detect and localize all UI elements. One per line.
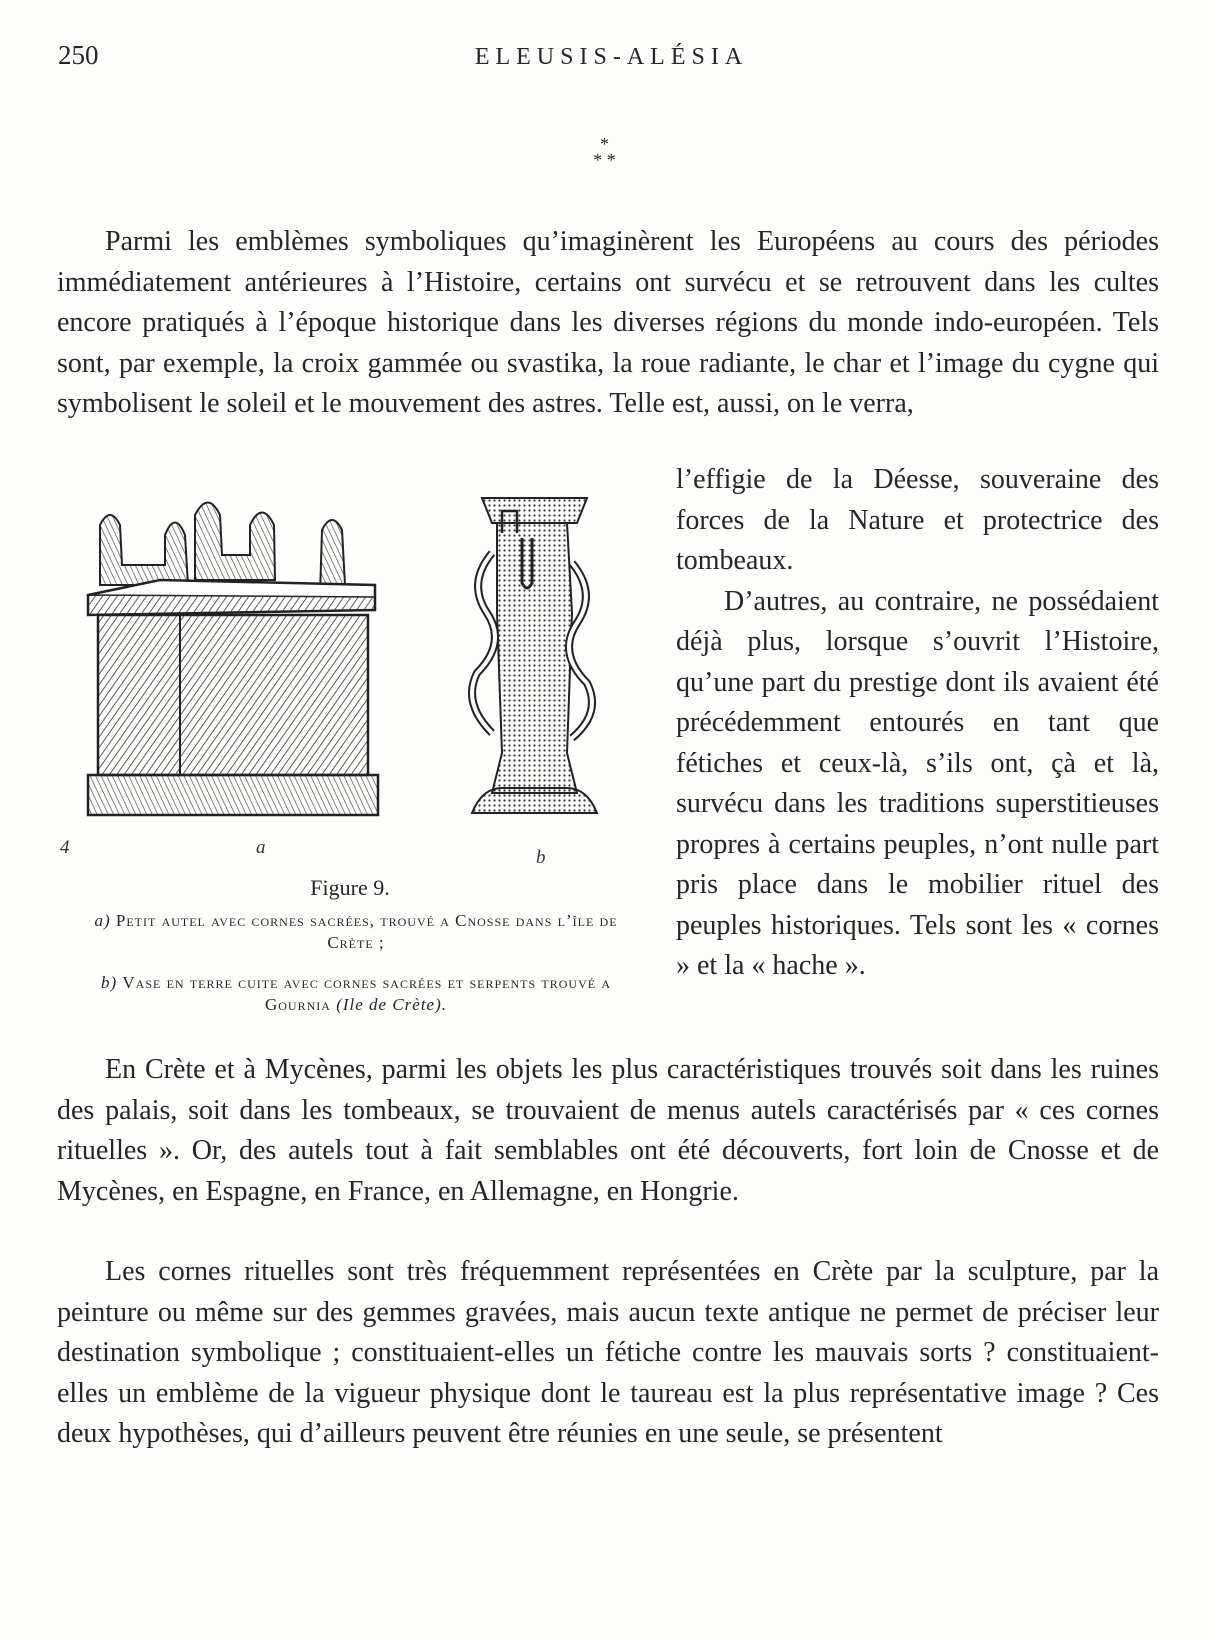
asterism [0, 136, 1209, 168]
caption-a-marker: a) [94, 911, 111, 930]
page-header [0, 40, 1209, 80]
page-number: 250 [58, 40, 99, 70]
paragraph-3 [57, 1050, 1159, 1212]
figure-title: Figure 9. [310, 875, 390, 900]
paragraph-4 [57, 1252, 1159, 1455]
paragraph-1-continuation: l’effigie de la Déesse, souveraine des forces de la Nature et protectrice des tombeaux. [676, 464, 1159, 576]
right-column [676, 460, 1159, 987]
paragraph-4-text: Les cornes rituelles sont très fréquemment représentées en Crète par la sculpture, par la peinture ou même sur des gemmes gravées, mais aucun texte antique ne permet de préciser leur destination symbolique ; constituaient-elles un fétiche contre les mauvais sorts ? constituaient-elles un emblème de la vigueur physique dont le taureau est la plus représentative image ? Ces deux hypothèses, qui d’ailleurs peuvent être réunies en une seule, se présentent [57, 1256, 1159, 1449]
figure-label-b: b [536, 847, 546, 868]
figure-number-label: 4 [60, 837, 70, 858]
asterism-bottom: * * [593, 150, 616, 170]
paragraph-1 [57, 222, 1159, 425]
asterism-top: * [600, 134, 609, 154]
caption-a [76, 910, 636, 954]
paragraph-1-text: Parmi les emblèmes symboliques qu’imaginèrent les Européens au cours des périodes immédiatement antérieures à l’Histoire, certains ont survécu et se retrouvent dans les cultes encore pratiqués à l’époque historique dans les diverses régions du monde indo-européen. Tels sont, par exemple, la croix gammée ou svastika, la roue radiante, le char et l’image du cygne qui symbolisent le soleil et le mouvement des astres. Telle est, aussi, on le verra, [57, 226, 1159, 419]
caption-b-italic: (Ile de Crète). [336, 995, 448, 1014]
vase-illustration [462, 493, 602, 833]
caption-a-text: Petit autel avec cornes sacrées, trouvé a Cnosse dans l’île de Crète ; [115, 911, 618, 952]
caption-b-text: Vase en terre cuite avec cornes sacrées et serpents trouvé a Gournia [122, 973, 611, 1014]
figure-label-a: a [256, 837, 266, 858]
figure-9 [60, 485, 660, 1055]
altar-illustration [70, 485, 390, 825]
running-title: ELEUSIS-ALÉSIA [474, 44, 749, 70]
paragraph-3-text: En Crète et à Mycènes, parmi les objets les plus caractéristiques trouvés soit dans les ruines des palais, soit dans les tombeaux, se trouvaient de menus autels caractérisés par « ces cornes rituelles ». Or, des autels tout à fait semblables ont été découverts, fort loin de Cnosse et de Mycènes, en Espagne, en France, en Allemagne, en Hongrie. [57, 1054, 1159, 1207]
caption-b [76, 972, 636, 1016]
caption-b-marker: b) [100, 973, 118, 992]
paragraph-2: D’autres, au contraire, ne possédaient déjà plus, lorsque s’ouvrit l’Histoire, qu’une part du prestige dont ils avaient été précédemment entourés en tant que fétiches et ceux-là, s’ils ont, çà et là, survécu dans les traditions superstitieuses propres à certains peuples, n’ont nulle part pris place dans le mobilier rituel des peuples historiques. Tels sont les « cornes » et la « hache ». [676, 585, 1159, 981]
